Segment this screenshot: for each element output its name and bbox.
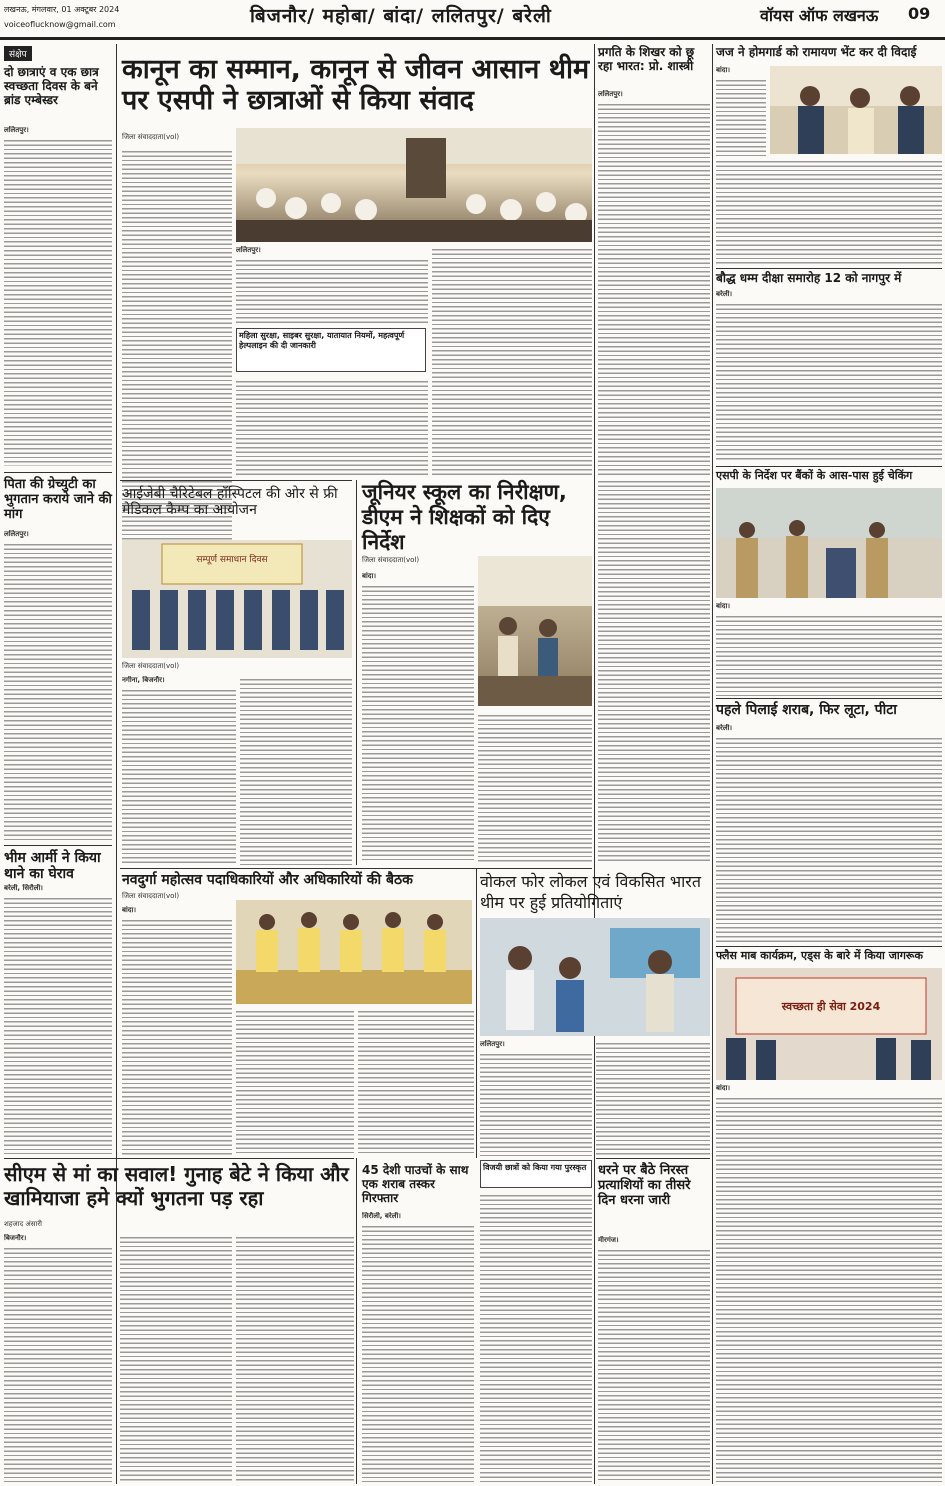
- story-headline: 45 देशी पाउचों के साथ एक शराब तस्कर गिरफ्तार: [362, 1163, 469, 1205]
- camp-banner-text: सम्पूर्ण समाधान दिवस: [196, 555, 268, 565]
- lead-photo: [236, 128, 592, 242]
- text-block: [236, 1234, 354, 1482]
- column-rule: [356, 480, 357, 865]
- divider: [4, 472, 112, 473]
- brief-headline: भीम आर्मी ने किया थाने का घेराव: [4, 850, 101, 883]
- lead-headline: कानून का सम्मान, कानून से जीवन आसान थीम पर एसपी ने छात्राओं से किया संवाद: [122, 54, 590, 117]
- text-block: [362, 583, 474, 862]
- story-body: [362, 1212, 474, 1482]
- vocal-photo: [480, 918, 710, 1036]
- text-block: [362, 1223, 474, 1482]
- farewell-photo: [770, 66, 942, 154]
- dateline: ललितपुर।: [4, 126, 29, 134]
- text-block: [716, 77, 766, 156]
- story-headline: पहले पिलाई शराब, फिर लूटा, पीटा: [716, 702, 897, 718]
- brief-body: [4, 884, 112, 1154]
- story-headline: जूनियर स्कूल का निरीक्षण, डीएम ने शिक्षकों को दिए निर्देश: [362, 480, 567, 555]
- story-headline: वोकल फोर लोकल एवं विकसित भारत थीम पर हुई प्रतियोगिताएं: [480, 872, 701, 912]
- story-body: [240, 676, 352, 866]
- story-body: [598, 90, 710, 475]
- story-headline: जज ने होमगार्ड को रामायण भेंट कर दी विदाई: [716, 45, 917, 59]
- dateline: ललितपुर।: [598, 90, 623, 98]
- divider: [120, 868, 592, 869]
- police-photo: [716, 488, 942, 598]
- dateline: बरेली।: [716, 724, 733, 732]
- classroom-photo: [478, 556, 592, 706]
- flash-mob-photo: [716, 968, 942, 1080]
- story-body: [716, 158, 942, 266]
- text-block: [480, 1051, 592, 1156]
- dateline: सिरौली, बरेली।: [362, 1212, 401, 1220]
- dateline: ललितपुर।: [236, 246, 261, 254]
- brief-headline: पिता की ग्रेच्युटी का भुगतान कराये जाने की मांग: [4, 477, 112, 522]
- divider: [716, 268, 942, 269]
- story-body: [478, 712, 592, 862]
- brief-headline: दो छात्राएं व एक छात्र स्वच्छता दिवस के बने ब्रांड एम्बेस्डर: [4, 65, 99, 107]
- navdurga-photo: [236, 900, 472, 1004]
- text-block: [716, 158, 942, 266]
- photo-caption: विजयी छात्रों को किया गया पुरस्कृत: [480, 1160, 592, 1188]
- dateline: बांदा।: [716, 602, 730, 610]
- column-rule: [594, 44, 595, 1484]
- dateline: बांदा।: [122, 906, 136, 914]
- lead-text: [236, 246, 428, 324]
- divider: [4, 1158, 354, 1159]
- text-block: [240, 676, 352, 866]
- text-block: [122, 687, 236, 866]
- page-number: 09: [908, 4, 931, 23]
- brief-body: [4, 126, 112, 466]
- rally-photo: [716, 968, 942, 1080]
- story-body: [716, 290, 942, 462]
- story-body: [480, 1040, 592, 1156]
- prize-photo: [480, 918, 710, 1036]
- newspaper-brand: वॉयस ऑफ लखनऊ: [760, 6, 879, 25]
- story-headline: प्रगति के शिखर को छू रहा भारत: प्रो. शास्त्री: [598, 45, 695, 73]
- text-block: [4, 895, 112, 1154]
- text-block: [716, 1095, 942, 1482]
- story-body: [122, 148, 232, 588]
- story-body: [236, 1008, 354, 1156]
- dateline: बिजनौर।: [4, 1234, 27, 1242]
- section-title: बिजनौर/ महोबा/ बांदा/ ललितपुर/ बरेली: [250, 5, 552, 27]
- text-block: [596, 1040, 710, 1156]
- medical-camp-photo: [122, 540, 352, 658]
- text-block: [236, 257, 428, 324]
- divider: [716, 698, 942, 699]
- text-block: [716, 613, 942, 696]
- column-rule: [712, 44, 713, 1484]
- divider: [120, 480, 352, 481]
- story-headline: एसपी के निर्देश पर बैंकों के आस-पास हुई चेकिंग: [716, 469, 913, 482]
- bank-check-photo: [716, 488, 942, 598]
- byline: जिला संवाददाता(vol): [362, 556, 420, 564]
- text-block: [480, 1192, 592, 1482]
- website[interactable]: voiceoflucknow@gmail.com: [4, 20, 116, 29]
- photo-caption: महिला सुरक्षा, साइबर सुरक्षा, यातायात नियमों, महत्वपूर्ण हेल्पलाइन की दी जानकारी: [236, 328, 426, 372]
- column-rule: [116, 44, 117, 1484]
- text-block: [236, 378, 428, 478]
- story-body: [4, 1234, 112, 1482]
- story-headline: फ्लैस माब कार्यक्रम, एड्स के बारे में किया जागरूक: [716, 949, 923, 962]
- rally-banner-text: स्वच्छता ही सेवा 2024: [781, 1000, 881, 1013]
- text-block: [4, 137, 112, 466]
- brief-label: संक्षेप: [4, 46, 32, 61]
- text-block: [478, 712, 592, 862]
- column-rule: [356, 1158, 357, 1484]
- story-headline: आईजेबी चैरिटेबल हॉस्पिटल की ओर से फ्री मेडिकल कैम्प का आयोजन: [122, 486, 338, 519]
- text-block: [716, 301, 942, 462]
- text-block: [598, 478, 710, 862]
- students-photo: [236, 128, 592, 242]
- divider: [4, 845, 112, 846]
- byline: शहजाद अंसारी: [4, 1220, 42, 1228]
- story-body: [596, 1040, 710, 1156]
- dateline: मीरगंज।: [598, 1236, 619, 1244]
- dateline: बांदा।: [716, 66, 730, 74]
- text-block: [716, 735, 942, 944]
- meeting-photo: [236, 900, 472, 1004]
- dateline: बांदा।: [362, 572, 376, 580]
- story-body: [432, 246, 592, 478]
- text-block: [236, 1008, 354, 1156]
- story-body: [122, 676, 236, 866]
- story-body: [716, 724, 942, 944]
- story-headline: नवदुर्गा महोत्सव पदाधिकारियों और अधिकारियों की बैठक: [122, 872, 413, 888]
- story-body: [598, 478, 710, 862]
- dateline: ललितपुर।: [4, 530, 29, 538]
- byline: जिला संवाददाता(vol): [122, 662, 180, 670]
- story-body: [480, 1192, 592, 1482]
- story-body: [122, 906, 232, 1156]
- brief-body: [4, 530, 112, 840]
- text-block: [598, 101, 710, 475]
- byline: जिला संवाददाता(vol): [122, 133, 180, 141]
- text-block: [122, 148, 232, 588]
- story-body: [362, 572, 474, 862]
- story-body: [716, 602, 942, 696]
- story-headline: सीएम से मां का सवाल! गुनाह बेटे ने किया और खामियाजा हमे क्यों भुगतना पड़ रहा: [4, 1162, 349, 1210]
- text-block: [598, 1247, 710, 1482]
- divider: [716, 466, 942, 467]
- dateline: नगीना, बिजनौर।: [122, 676, 165, 684]
- divider: [716, 946, 942, 947]
- homeguard-photo: [770, 66, 942, 154]
- divider: [596, 1158, 710, 1159]
- dateline: बरेली, सिरौली।: [4, 884, 43, 892]
- issue-date: लखनऊ, मंगलवार, 01 अक्टूबर 2024: [4, 5, 120, 14]
- text-block: [4, 541, 112, 840]
- dateline: बरेली।: [716, 290, 733, 298]
- text-block: [122, 917, 232, 1156]
- text-block: [358, 1008, 474, 1156]
- story-body: [716, 66, 766, 156]
- story-body: [358, 1008, 474, 1156]
- story-body: [120, 1234, 232, 1482]
- story-body: [236, 1234, 354, 1482]
- story-headline: धरने पर बैठे निरस्त प्रत्याशियों का तीसरे दिन धरना जारी: [598, 1163, 691, 1208]
- story-body: [716, 1084, 942, 1482]
- byline: जिला संवाददाता(vol): [122, 892, 180, 900]
- dm-photo: [478, 556, 592, 706]
- text-block: [4, 1245, 112, 1482]
- story-body: [236, 378, 428, 478]
- story-body: [598, 1236, 710, 1482]
- text-block: [120, 1234, 232, 1482]
- text-block: [432, 246, 592, 478]
- dateline: ललितपुर।: [480, 1040, 505, 1048]
- camp-photo: [122, 540, 352, 658]
- story-headline: बौद्ध धम्म दीक्षा समारोह 12 को नागपुर में: [716, 271, 902, 285]
- dateline: बांदा।: [716, 1084, 730, 1092]
- column-rule: [476, 868, 477, 1158]
